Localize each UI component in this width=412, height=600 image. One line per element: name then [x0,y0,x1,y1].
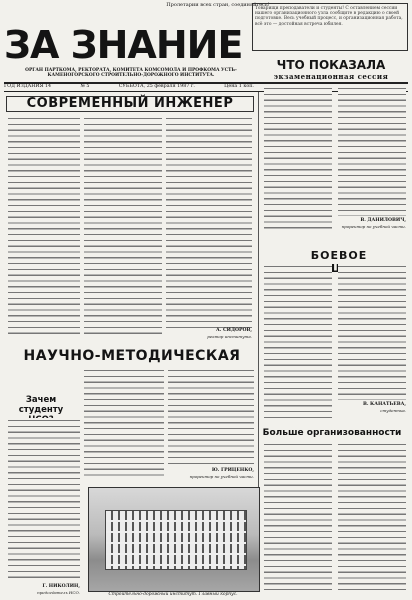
signature-nikolin-role: председатель НСО. [37,590,80,595]
promo-box: Товарищи преподаватели и студенты! С оставлением сессии нашего организационного узла сообщите в редакцию о своей подготовке. Весь учебный процесс, и организационная работа, всё это — достойная встреча юбилея. [252,3,408,51]
signature-kanat-role: студентка. [380,408,406,413]
issue-date: СУББОТА, 25 февраля 1987 г. [118,84,195,89]
signature-nikolin: Г. НИКОЛИН, [42,584,80,589]
exam-column-2 [338,86,406,216]
signature-gritsenko-role: проректор по учебной части. [189,474,254,479]
headline-organized: Больше организованности [262,428,402,438]
headline-method-conf: НАУЧНО-МЕТОДИЧЕСКАЯ [23,348,241,364]
photo-caption: Строительно-дорожный институт. Главный корпус. [108,592,238,597]
headline-baptism: БОЕВОЕ [310,249,368,262]
newspaper-title: ЗА ЗНАНИЕ [4,23,243,67]
issue-price: Цена 1 коп. [224,84,254,89]
institute-photo [88,487,260,592]
building-illustration [105,510,247,570]
article-column-1 [8,116,80,338]
baptism-column-1 [264,264,332,420]
issue-number: № 5 [80,84,90,89]
organized-column-2 [338,442,406,592]
article-column-3 [166,116,252,330]
headline-why-nso: Зачем студенту [18,395,64,415]
issue-year: ГОД ИЗДАНИЯ 14 [4,84,52,89]
method-column-1 [84,368,164,480]
exam-column-1 [264,86,332,232]
organized-column-1 [264,442,332,592]
signature-gritsenko: Ю. ГРИЦЕНКО, [211,468,254,473]
masthead-motto: Пролетарии всех стран, соединяйтесь! [166,2,270,8]
method-column-2 [168,368,254,468]
signature-kanat: В. КАНАТЬЕВА, [362,402,406,407]
issue-info-bar [4,84,254,91]
signature-sidorov: А. СИДОРОВ, [216,328,252,333]
article-column-2 [84,116,162,338]
newspaper-subtitle: ОРГАН ПАРТКОМА, РЕКТОРАТА, КОМИТЕТА КОМСОМОЛА И ПРОФКОМА УСТЬ-КАМЕНОГОРСКОГО СТРОИТЕЛЬНО-ДОРОЖНОГО ИНСТИТУТА. [25,68,237,79]
signature-danilovich-role: проректор по учебной части. [341,224,406,229]
headline-modern-engineer: СОВРЕМЕННЫЙ ИНЖЕНЕР [26,96,234,111]
baptism-column-2 [338,264,406,400]
headline-exam-sub: экзаменационная сессия [273,72,389,81]
signature-danilovich: В. ДАНИЛОВИЧ, [360,218,406,223]
headline-exam: ЧТО ПОКАЗАЛА [276,58,386,72]
nso-column [8,418,80,582]
signature-sidorov-role: ректор института. [207,334,252,339]
